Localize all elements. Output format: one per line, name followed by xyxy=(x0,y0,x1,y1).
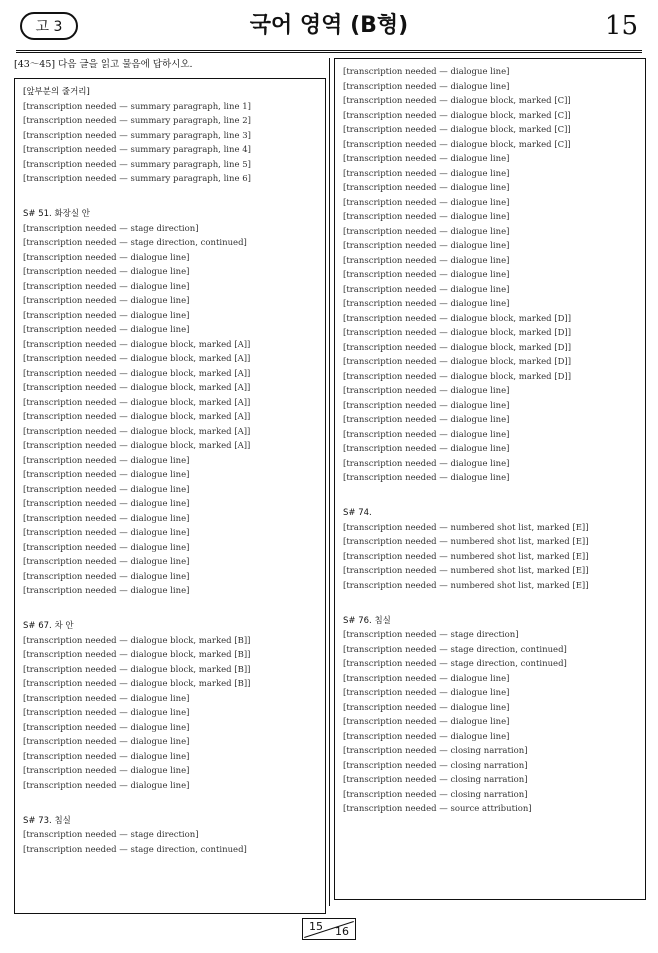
passage-line: [transcription needed — dialogue block, marked [C]] xyxy=(343,139,571,150)
passage-line: [transcription needed — dialogue line] xyxy=(23,557,190,567)
passage-line: [transcription needed — dialogue line] xyxy=(343,429,510,440)
passage-line: [transcription needed — dialogue block, marked [A]] xyxy=(23,397,251,408)
passage-line xyxy=(23,793,317,808)
passage-line: S# 67. 차 안 xyxy=(23,621,74,631)
passage-line: [transcription needed — dialogue line] xyxy=(23,484,190,495)
left-column xyxy=(14,58,326,906)
passage-line xyxy=(23,187,317,202)
passage-line: [transcription needed — dialogue line] xyxy=(343,444,510,454)
passage-line: [transcription needed — dialogue line] xyxy=(343,284,510,295)
passage-line: [transcription needed — dialogue line] xyxy=(343,197,510,208)
passage-line: [transcription needed — dialogue line] xyxy=(343,212,510,222)
passage-line: [transcription needed — dialogue line] xyxy=(23,325,190,335)
passage-line: [transcription needed — dialogue line] xyxy=(23,780,190,791)
passage-line: [transcription needed — source attribution] xyxy=(343,804,532,814)
right-column xyxy=(334,58,646,906)
header-rule xyxy=(16,50,642,53)
passage-line: [transcription needed — dialogue line] xyxy=(23,310,190,321)
passage-line: S# 73. 침실 xyxy=(23,815,71,826)
passage-line: [transcription needed — numbered shot list, marked [E]] xyxy=(343,580,589,591)
passage-line: [transcription needed — stage direction, continued] xyxy=(23,238,247,248)
passage-line: [transcription needed — stage direction] xyxy=(343,630,519,640)
passage-line: [transcription needed — stage direction, continued] xyxy=(343,644,567,655)
passage-line: S# 74. xyxy=(343,508,372,518)
passage-line: [transcription needed — dialogue block, marked [B]] xyxy=(23,664,251,675)
grade-label: 고 3 xyxy=(20,12,78,40)
passage-line: [transcription needed — stage direction] xyxy=(23,223,199,234)
passage-line: S# 76. 침실 xyxy=(343,615,391,626)
passage-line: [transcription needed — closing narration] xyxy=(343,760,528,771)
passage-line: [transcription needed — dialogue block, marked [D]] xyxy=(343,313,572,324)
passage-line: [transcription needed — dialogue line] xyxy=(343,386,510,396)
passage-line: [transcription needed — dialogue line] xyxy=(343,67,510,77)
passage-line: [transcription needed — dialogue block, marked [C]] xyxy=(343,110,571,121)
passage-line: [transcription needed — dialogue block, marked [A]] xyxy=(23,354,251,364)
page-title: 국어 영역 (B형) xyxy=(249,13,409,38)
passage-line: [transcription needed — dialogue line] xyxy=(23,296,190,306)
question-instruction: [43～45] 다음 글을 읽고 물음에 답하시오. xyxy=(14,59,193,70)
passage-line: [transcription needed — dialogue block, marked [D]] xyxy=(343,357,572,367)
passage-line: [transcription needed — stage direction] xyxy=(23,830,199,840)
passage-line: [transcription needed — dialogue block, marked [D]] xyxy=(343,342,572,353)
page-number: 15 xyxy=(604,11,638,41)
passage-line: [transcription needed — dialogue line] xyxy=(23,528,190,538)
passage-line: [transcription needed — dialogue line] xyxy=(23,693,190,704)
passage-line xyxy=(343,486,637,501)
passage-line: [transcription needed — summary paragraph, line 3] xyxy=(23,130,251,141)
passage-line: [transcription needed — dialogue line] xyxy=(343,688,510,698)
passage-line: [transcription needed — numbered shot list, marked [E]] xyxy=(343,522,589,533)
passage-line: [transcription needed — dialogue block, marked [B]] xyxy=(23,635,251,646)
passage-line: [transcription needed — dialogue line] xyxy=(343,255,510,266)
passage-line xyxy=(343,593,637,608)
passage-line: [transcription needed — dialogue line] xyxy=(23,571,190,582)
page-range-box xyxy=(302,918,356,940)
passage-line xyxy=(23,599,317,614)
passage-line: [transcription needed — dialogue block, marked [B]] xyxy=(23,679,251,689)
passage-line: [transcription needed — dialogue line] xyxy=(343,473,510,483)
passage-line: [transcription needed — dialogue line] xyxy=(23,513,190,524)
passage-line: [transcription needed — dialogue block, marked [C]] xyxy=(343,96,571,106)
passage-line: [transcription needed — dialogue line] xyxy=(23,267,190,277)
page-header xyxy=(16,10,642,48)
passage-line: [transcription needed — dialogue block, marked [A]] xyxy=(23,339,251,350)
page-footer xyxy=(0,918,658,944)
passage-line: [transcription needed — dialogue line] xyxy=(23,470,190,480)
passage-line: [transcription needed — closing narration] xyxy=(343,789,528,800)
passage-line: [transcription needed — closing narration] xyxy=(343,746,528,756)
passage-line: [transcription needed — dialogue line] xyxy=(343,154,510,164)
passage-line: [transcription needed — dialogue line] xyxy=(343,183,510,193)
passage-line: [transcription needed — dialogue block, marked [B]] xyxy=(23,650,251,660)
passage-line: [transcription needed — dialogue line] xyxy=(23,281,190,292)
passage-line: [transcription needed — dialogue line] xyxy=(343,241,510,251)
passage-line: [transcription needed — summary paragraph, line 4] xyxy=(23,145,251,155)
passage-line: [transcription needed — dialogue line] xyxy=(23,751,190,762)
passage-line: [transcription needed — dialogue line] xyxy=(343,415,510,425)
passage-line: [transcription needed — dialogue line] xyxy=(23,766,190,776)
passage-line: [transcription needed — dialogue line] xyxy=(343,270,510,280)
footer-page-next: 16 xyxy=(335,925,349,938)
passage-line: [transcription needed — summary paragraph, line 1] xyxy=(23,101,251,112)
footer-page-current: 15 xyxy=(309,920,323,933)
passage-line: [transcription needed — dialogue line] xyxy=(23,542,190,553)
passage-line: [transcription needed — dialogue line] xyxy=(23,252,190,263)
passage-line: [transcription needed — summary paragraph, line 2] xyxy=(23,116,251,126)
passage-line: [transcription needed — dialogue line] xyxy=(23,499,190,509)
passage-line: [transcription needed — dialogue line] xyxy=(343,458,510,469)
passage-line: [transcription needed — dialogue line] xyxy=(23,708,190,718)
passage-line: [transcription needed — dialogue block, marked [C]] xyxy=(343,125,571,135)
passage-line: [transcription needed — dialogue block, marked [A]] xyxy=(23,426,251,437)
passage-line: [transcription needed — dialogue line] xyxy=(343,673,510,684)
passage-line: [transcription needed — dialogue block, marked [A]] xyxy=(23,441,251,451)
passage-line: [transcription needed — dialogue line] xyxy=(343,717,510,727)
passage-line: [transcription needed — dialogue line] xyxy=(343,400,510,411)
passage-line: [transcription needed — dialogue line] xyxy=(343,731,510,742)
passage-line: [transcription needed — dialogue line] xyxy=(23,455,190,466)
passage-line: [transcription needed — dialogue line] xyxy=(343,226,510,237)
passage-line: [transcription needed — summary paragraph, line 6] xyxy=(23,174,251,184)
passage-line: [transcription needed — stage direction, continued] xyxy=(23,844,247,855)
passage-line: [transcription needed — dialogue line] xyxy=(343,168,510,179)
passage-line: [transcription needed — numbered shot list, marked [E]] xyxy=(343,551,589,562)
passage-line: [transcription needed — dialogue line] xyxy=(343,81,510,92)
passage-line: [transcription needed — dialogue block, marked [A]] xyxy=(23,412,251,422)
passage-line: [transcription needed — dialogue block, marked [A]] xyxy=(23,368,251,379)
passage-line: [transcription needed — closing narration] xyxy=(343,775,528,785)
passage-line: [transcription needed — dialogue line] xyxy=(23,737,190,747)
passage-box-right xyxy=(334,58,646,900)
passage-line: [transcription needed — dialogue line] xyxy=(343,299,510,309)
passage-line: [transcription needed — dialogue line] xyxy=(23,722,190,733)
passage-line: [transcription needed — dialogue block, marked [D]] xyxy=(343,328,572,338)
passage-box-left xyxy=(14,78,326,914)
column-divider xyxy=(329,58,330,906)
passage-line: [transcription needed — dialogue block, marked [A]] xyxy=(23,383,251,393)
passage-line: [transcription needed — dialogue line] xyxy=(343,702,510,713)
passage-line: [앞부분의 줄거리] xyxy=(23,87,90,97)
passage-line: [transcription needed — numbered shot list, marked [E]] xyxy=(343,537,589,547)
passage-line: S# 51. 화장실 안 xyxy=(23,209,90,219)
passage-line: [transcription needed — dialogue line] xyxy=(23,586,190,596)
passage-line: [transcription needed — dialogue block, marked [D]] xyxy=(343,371,572,382)
passage-line: [transcription needed — stage direction, continued] xyxy=(343,659,567,669)
passage-line: [transcription needed — numbered shot list, marked [E]] xyxy=(343,566,589,576)
passage-line: [transcription needed — summary paragraph, line 5] xyxy=(23,159,251,170)
